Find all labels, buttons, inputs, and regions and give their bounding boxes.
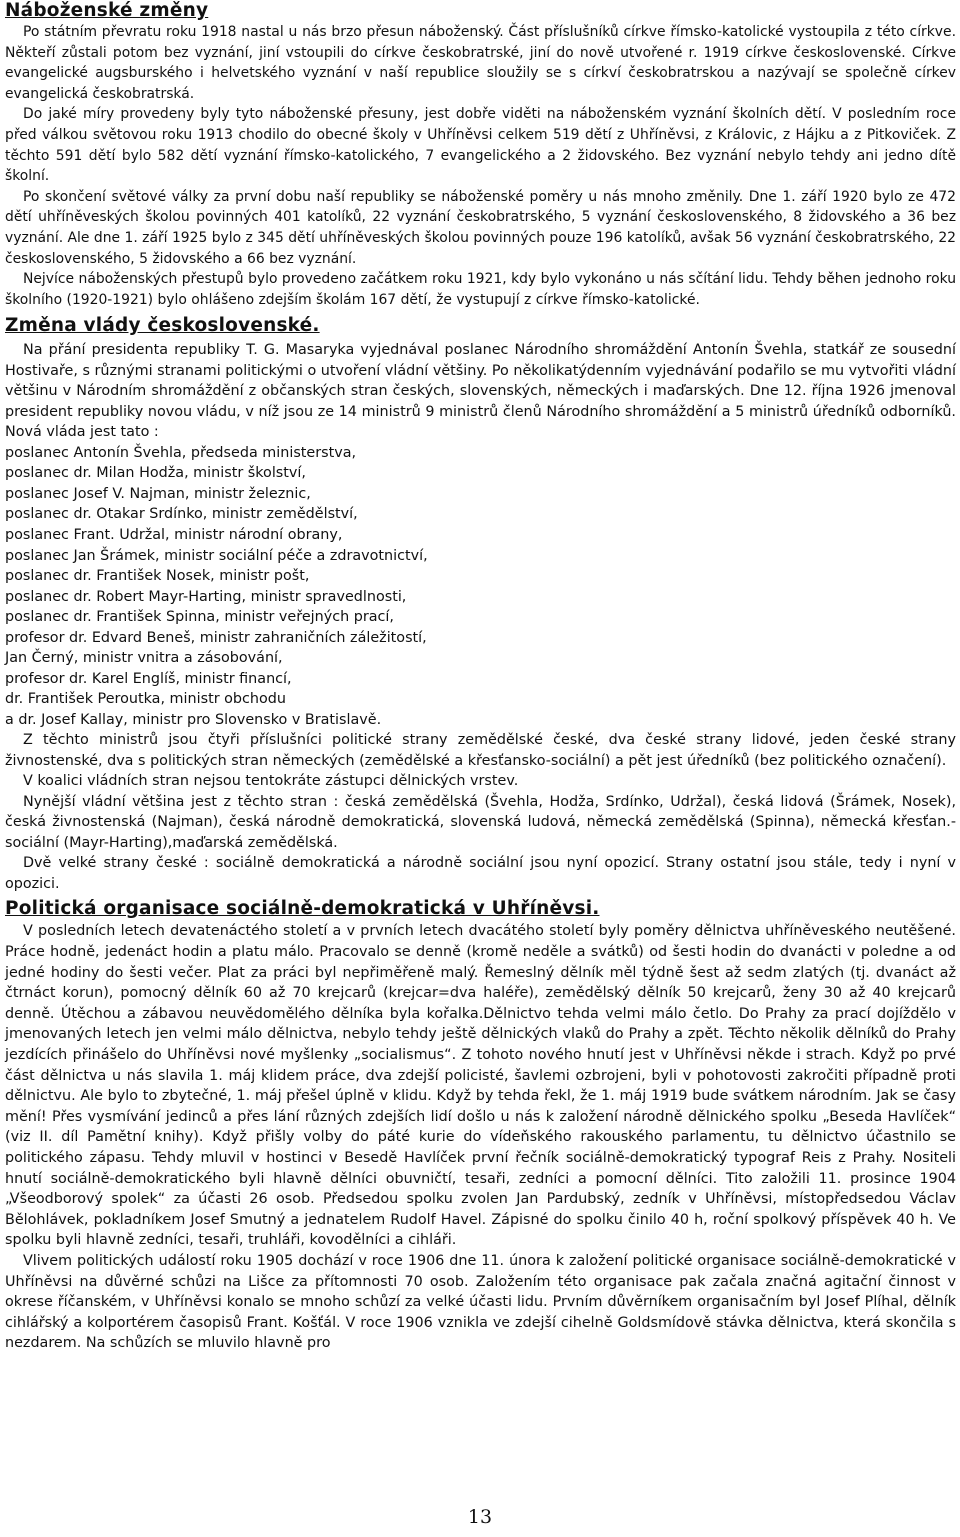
list-item: poslanec Frant. Udržal, ministr národní obrany, [5, 527, 343, 543]
paragraph: V koalici vládních stran nejsou tentokráte zástupci dělnických vrstev. [23, 773, 519, 790]
political-organisation-section [5, 897, 956, 1353]
paragraph: Po skončení světové války za první dobu naší republiky se náboženské poměry u nás mnoho změnily. Dne 1. září 1920 bylo ze 472 dětí uhříněveských školou povinných 401 katolíků, 22 vyznání českobratrského, 5 vyznání československého, 8 židovského a 36 bez vyznání. Ale dne 1. září 1925 bylo z 345 dětí uhříněveských školou povinných pouze 196 katolíků, avšak 56 vyznání českobratrského, 22 československého, 5 židovského a 66 bez vyznání. [5, 188, 956, 267]
religious-changes-section [5, 0, 956, 310]
list-item: poslanec Jan Šrámek, ministr sociální péče a zdravotnictví, [5, 547, 428, 564]
page-number: 13 [467, 1506, 493, 1528]
paragraph: V posledních letech devatenáctého století a v prvních letech dvacátého století byly poměry dělnictva uhříněveského neutěšené. Práce hodně, jedenáct hodin a platu málo. Pracovalo se denně (kromě neděle a svátků) od šesti hodin do dvanácti v poledne a od jedné hodiny do šesti večer. Plat za práci byl nepřiměřeně malý. Řemeslný dělník měl týdně šest až sedm zlatých (tj. dvanáct až čtrnáct korun), pomocný dělník 60 až 70 krejcarů (krejcar=dva haléře), zemědělský dělník 50 krejcarů, ženy 30 až 40 krejcarů denně. Útěchou a zábavou neuvědomělého dělníka byla kořalka.Dělnictvo tehda velmi málo četlo. Do Prahy za prací dojíždělo v jmenovaných letech jen velmi málo dělnictva, nebylo tehdy ještě dělnických vlaků do Prahy a zpět. Těchto několik dělníků do Prahy jezdících přinášelo do Uhříněvsi nové myšlenky „socialismus“. Z tohoto nového hnutí jest v Uhříněvsi někde i strach. Když po prvé část dělnictva u nás slavila 1. máj klidem práce, dva zdejší policisté, šavlemi ozbrojeni, byli v pohotovosti zakročiti případně proti dělnictvu. Ale bylo to zbytečné, 1. máj přešel úplně v klidu. Když by tehda řekl, že 1. máj 1919 bude svátkem národním. Jak se časy mění! Přes vysmívání jedinců a přes lání různých zdejších lidí došlo u nás k založení národně dělnického spolku „Beseda Havlíček“ (viz II. díl Pamětní knihy). Když přišly volby do páté kurie do vídeňského rakouského parlamentu, tu dělnictvo účastnilo se politického zápasu. Tehdy mluvil v hostinci v Besedě Havlíček první řečník sociálně-demokratický typograf Reis z Prahy. Nositeli hnutí sociálně-demokratického byli hlavně dělníci obuvničtí, tesaři, zedníci a pomocní dělníci. Tito založili 11. prosince 1904 „Všeodborový spolek“ za účasti 26 osob. Předsedou spolku zvolen Jan Pardubský, zedník v Uhříněvsi, místopředsedou Václav Bělohlávek, pokladníkem Josef Smutný a jednatelem Rudolf Havel. Zápisné do spolku činilo 40 h, roční spolkový příspěvek 40 h. Ve spolku byli hlavně zedníci, tesaři, truhláři, kovodělníci a cihláři. [5, 923, 956, 1249]
list-item: profesor dr. Edvard Beneš, ministr zahraničních záležitostí, [5, 629, 427, 646]
paragraph: Nejvíce náboženských přestupů bylo provedeno začátkem roku 1921, kdy bylo vykonáno u nás sčítání lidu. Tehdy běhen jednoho roku školního (1920-1921) bylo ohlášeno zdejším školám 167 dětí, že vystupují z církve římsko-katolické. [5, 271, 956, 308]
list-item: poslanec dr. Robert Mayr-Harting, ministr spravedlnosti, [5, 588, 407, 605]
section-heading: Změna vlády československé. [5, 315, 320, 337]
document-page [5, 0, 956, 1354]
list-item: poslanec dr. Otakar Srdínko, ministr zemědělství, [5, 506, 358, 523]
list-item: poslanec dr. František Spinna, ministr veřejných prací, [5, 609, 394, 626]
paragraph: Na přání presidenta republiky T. G. Masaryka vyjednával poslanec Národního shromáždění Antonín Švehla, statkář ze sousední Hostivaře, s různými stranami politickými o utvoření vládní většiny. Po několikatýdenním vyjednávání podařilo se mu vytvořiti vládní většinu v Národním shromáždění z občanských stran českých, slovenských, německých i maďarských. Dne 12. října 1926 jmenoval president republiky novou vládu, v níž jsou ze 14 ministrů 9 ministrů členů Národního shromáždění a 5 ministrů úředníků odborníků. Nová vláda jest tato : [5, 342, 956, 441]
paragraph: Po státním převratu roku 1918 nastal u nás brzo přesun náboženský. Část příslušníků církve římsko-katolické vystoupila z této církve. Někteří zůstali potom bez vyznání, jiní vstoupili do církve českobratrské, jiní do nově utvořené r. 1919 církve československé. Církve evangelické augsburského i helvetského vyznání v naší republice sloužily se s církví českobratrskou a nazývají se společně církev evangelická českobratrská. [5, 24, 956, 102]
list-item: poslanec dr. Milan Hodža, ministr školství, [5, 465, 306, 482]
list-item: poslanec dr. František Nosek, ministr pošt, [5, 568, 310, 585]
list-item: poslanec Antonín Švehla, předseda ministerstva, [5, 444, 357, 461]
paragraph: Nynější vládní většina jest z těchto stran : česká zemědělská (Švehla, Hodža, Srdínko, Udržal), česká lidová (Šrámek, Nosek), česká živnostenská (Najman), česká národně demokratická, slovenská ludová, německá zemědělská (Spinna), německá křesťan.-sociální (Mayr-Harting),maďarská zemědělská. [5, 793, 956, 851]
paragraph: Dvě velké strany české : sociálně demokratická a národně sociální jsou nyní opozicí. Strany ostatní jsou stále, tedy i nyní v opozici. [5, 855, 956, 892]
government-change-section [5, 314, 956, 894]
paragraph: Do jaké míry provedeny byly tyto náboženské přesuny, jest dobře viděti na náboženském vyznání školních dětí. V posledním roce před válkou světovou roku 1913 chodilo do obecné školy v Uhříněvsi celkem 519 dětí z Uhříněvsi, z Královic, z Hájku a z Pitkoviček. Z těchto 591 dětí bylo 582 dětí vyznání římsko-katolického, 7 evangelického a 2 židovského. Bez vyznání nebylo tehdy ani jedno dítě školní. [5, 106, 956, 185]
paragraph: Z těchto ministrů jsou čtyři příslušníci politické strany zemědělské české, dva české strany lidové, jeden české strany živnostenské, dva s politických stran německých (zemědělské a křesťansko-sociální) a pět jest úředníků (bez politického označení). [5, 732, 956, 769]
list-item: Jan Černý, ministr vnitra a zásobování, [5, 650, 283, 667]
ministers-list [5, 443, 956, 731]
list-item: a dr. Josef Kallay, ministr pro Slovensko v Bratislavě. [5, 711, 382, 728]
list-item: poslanec Josef V. Najman, ministr železnic, [5, 485, 311, 502]
list-item: dr. František Peroutka, ministr obchodu [5, 691, 286, 708]
section-heading: Politická organisace sociálně-demokratická v Uhříněvsi. [5, 898, 600, 920]
list-item: profesor dr. Karel Englíš, ministr financí, [5, 670, 292, 687]
section-heading: Náboženské změny [5, 0, 209, 21]
paragraph: Vlivem politických událostí roku 1905 dochází v roce 1906 dne 11. února k založení politické organisace sociálně-demokratické v Uhříněvsi na důvěrné schůzi na Lišce za přítomnosti 70 osob. Založením této organisace pak začala značná agitační činnost v okrese říčanském, v Uhříněvsi konalo se mnoho schůzí za velké účasti lidu. Prvním důvěrníkem organisačním byl Josef Plíhal, dělník cihlářský a kolportérem časopisů Frant. Košťál. V roce 1906 vznikla ve zdejší cihelně Goldsmídově stávka dělnictva, která skončila s nezdarem. Na schůzích se mluvilo hlavně pro [5, 1252, 956, 1352]
